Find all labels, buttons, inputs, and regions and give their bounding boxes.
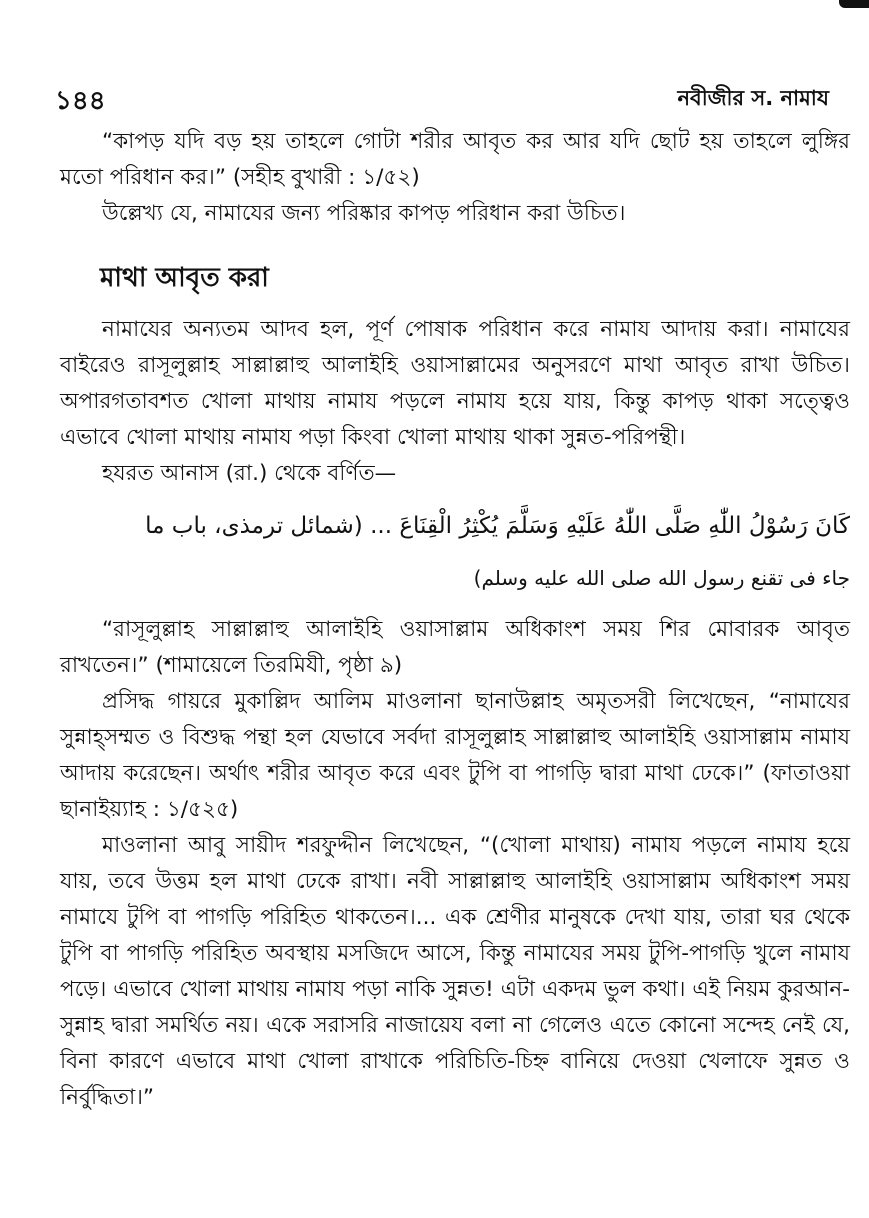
paragraph-hadith-translation: “রাসূলুল্লাহ সাল্লাল্লাহু আলাইহি ওয়াসাল্লাম অধিকাংশ সময় শির মোবারক আবৃত রাখতেন।” (শামায়েলে তিরমিযী, পৃষ্ঠা ৯) xyxy=(60,617,850,678)
paragraph-quote-bukhari: “কাপড় যদি বড় হয় তাহলে গোটা শরীর আবৃত কর আর যদি ছোট হয় তাহলে লুঙ্গির মতো পরিধান কর।” (সহীহ বুখারী : ১/৫২) xyxy=(60,129,850,190)
page-corner-mark xyxy=(839,0,869,8)
page-body xyxy=(60,124,850,1116)
page-number: ১৪৪ xyxy=(55,86,106,116)
paragraph-etiquette: নামাযের অন্যতম আদব হল, পূর্ণ পোষাক পরিধান করে নামায আদায় করা। নামাযের বাইরেও রাসূলুল্লাহ সাল্লাল্লাহু আলাইহি ওয়াসাল্লামের অনুসরণে মাথা আবৃত রাখা উচিত। অপারগতাবশত খোলা মাথায় নামায পড়লে নামায হয়ে যায়, কিন্তু কাপড় থাকা সত্ত্বেও এভাবে খোলা মাথায় নামায পড়া কিংবা খোলা মাথায় থাকা সুন্নত-পরিপন্থী। xyxy=(60,317,850,450)
paragraph-sharafuddin-quote: মাওলানা আবু সায়ীদ শরফুদ্দীন লিখেছেন, “(খোলা মাথায়) নামায পড়লে নামায হয়ে যায়, তবে উত্তম হল মাথা ঢেকে রাখা। নবী সাল্লাল্লাহু আলাইহি ওয়াসাল্লাম অধিকাংশ সময় নামাযে টুপি বা পাগড়ি পরিহিত থাকতেন।... এক শ্রেণীর মানুষকে দেখা যায়, তারা ঘর থেকে টুপি বা পাগড়ি পরিহিত অবস্থায় মসজিদে আসে, কিন্তু নামাযের সময় টুপি-পাগড়ি খুলে নামায পড়ে। এভাবে খোলা মাথায় নামায পড়া নাকি সুন্নত! এটা একদম ভুল কথা। এই নিয়ম কুরআন-সুন্নাহ দ্বারা সমর্থিত নয়। একে সরাসরি নাজায়েয বলা না গেলেও এতে কোনো সন্দেহ নেই যে, বিনা কারণে এভাবে মাথা খোলা রাখাকে পরিচিতি-চিহ্ন বানিয়ে দেওয়া খেলাফে সুন্নত ও নির্বুদ্ধিতা।” xyxy=(60,833,850,1110)
running-title: নবীজীর স. নামায xyxy=(677,86,829,110)
paragraph-amritsari-quote: প্রসিদ্ধ গায়রে মুকাল্লিদ আলিম মাওলানা ছানাউল্লাহ অমৃতসরী লিখেছেন, “নামাযের সুন্নাহ্সম্মত ও বিশুদ্ধ পন্থা হল যেভাবে সর্বদা রাসূলুল্লাহ সাল্লাল্লাহু আলাইহি ওয়াসাল্লাম নামায আদায় করেছেন। অর্থাৎ শরীর আবৃত করে এবং টুপি বা পাগড়ি দ্বারা মাথা ঢেকে।” (ফাতাওয়া ছানাইয়্যাহ : ১/৫২৫) xyxy=(60,689,850,822)
paragraph-narration-intro: হযরত আনাস (রা.) থেকে বর্ণিত— xyxy=(102,461,397,486)
section-heading: মাথা আবৃত করা xyxy=(100,263,269,293)
arabic-hadith-line-2: جاء فی تقنع رسول الله صلى الله عليه وسلم) xyxy=(473,566,850,590)
page-header xyxy=(55,80,829,114)
arabic-hadith-line-1: كَانَ رَسُوْلُ اللّٰهِ صَلَّى اللّٰهُ عَلَيْهِ وَسَلَّمَ يُكْثِرُ الْقِنَاعَ ... (شمائل ترمذی، باب ما xyxy=(145,513,850,539)
paragraph-clean-clothes: উল্লেখ্য যে, নামাযের জন্য পরিষ্কার কাপড় পরিধান করা উচিত। xyxy=(102,201,626,226)
